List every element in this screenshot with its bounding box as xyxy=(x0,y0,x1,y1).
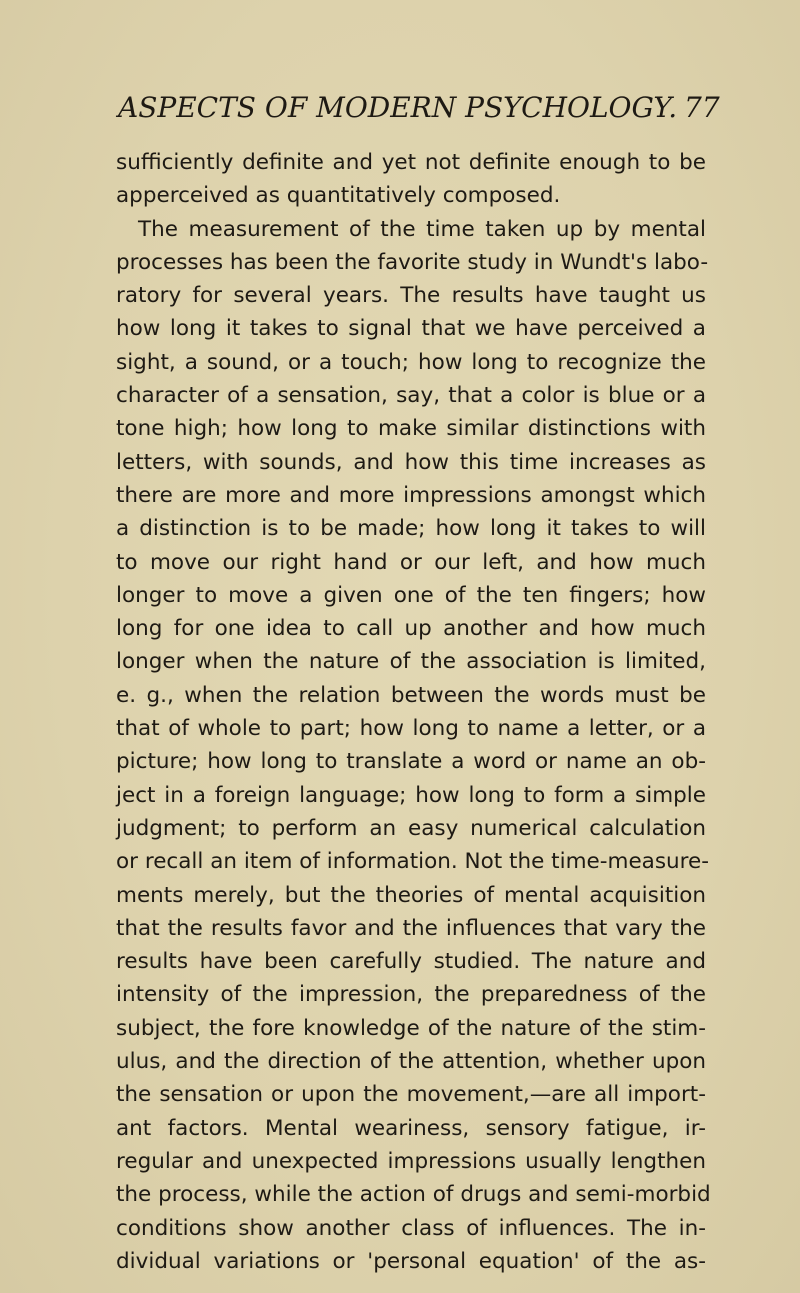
text-line: picture; how long to translate a word or name an ob- xyxy=(116,749,706,775)
text-line: longer to move a given one of the ten fingers; how xyxy=(116,582,706,608)
text-line: there are more and more impressions amongst which xyxy=(116,482,706,508)
text-line: e. g., when the relation between the words must be xyxy=(116,682,706,708)
text-line: apperceived as quantitatively composed. xyxy=(116,183,561,209)
text-line: dividual variations or 'personal equation' of the as- xyxy=(116,1248,706,1274)
text-line: The measurement of the time taken up by mental xyxy=(138,216,706,242)
text-line: ratory for several years. The results have taught us xyxy=(116,283,706,309)
text-line: ments merely, but the theories of mental acquisition xyxy=(116,882,706,908)
text-line: ant factors. Mental weariness, sensory fatigue, ir- xyxy=(116,1115,706,1141)
text-line: tone high; how long to make similar distinctions with xyxy=(116,416,706,442)
text-line: regular and unexpected impressions usually lengthen xyxy=(116,1148,706,1174)
text-line: the process, while the action of drugs and semi-morbid xyxy=(116,1182,711,1208)
page-number: 77 xyxy=(684,91,720,124)
text-line: or recall an item of information. Not the time-measure- xyxy=(116,849,710,875)
text-line: intensity of the impression, the preparedness of the xyxy=(116,982,706,1008)
text-line: ulus, and the direction of the attention, whether upon xyxy=(116,1049,706,1075)
text-line: to move our right hand or our left, and how much xyxy=(116,549,706,575)
text-line: letters, with sounds, and how this time increases as xyxy=(116,449,706,475)
text-line: how long it takes to signal that we have perceived a xyxy=(116,316,706,342)
text-line: character of a sensation, say, that a color is blue or a xyxy=(116,383,706,409)
text-line: sight, a sound, or a touch; how long to recognize the xyxy=(116,349,706,375)
running-title: ASPECTS OF MODERN PSYCHOLOGY. xyxy=(118,91,678,124)
text-line: subject, the fore knowledge of the nature of the stim- xyxy=(116,1015,706,1041)
text-line: processes has been the favorite study in Wundt's labo- xyxy=(116,249,709,275)
running-header xyxy=(118,88,718,128)
text-line: a distinction is to be made; how long it takes to will xyxy=(116,516,706,542)
body-text xyxy=(116,146,711,1278)
text-line: results have been carefully studied. The nature and xyxy=(116,949,706,975)
text-line: long for one idea to call up another and how much xyxy=(116,616,706,642)
text-line: that the results favor and the influences that vary the xyxy=(116,915,706,941)
text-line: longer when the nature of the association is limited, xyxy=(116,649,706,675)
text-line: that of whole to part; how long to name a letter, or a xyxy=(116,716,706,742)
text-line: ject in a foreign language; how long to form a simple xyxy=(116,782,706,808)
text-line: the sensation or upon the movement,—are all import- xyxy=(116,1082,706,1108)
text-line: judgment; to perform an easy numerical calculation xyxy=(116,815,706,841)
text-line: sufficiently definite and yet not definite enough to be xyxy=(116,150,706,175)
text-line: conditions show another class of influences. The in- xyxy=(116,1215,706,1241)
